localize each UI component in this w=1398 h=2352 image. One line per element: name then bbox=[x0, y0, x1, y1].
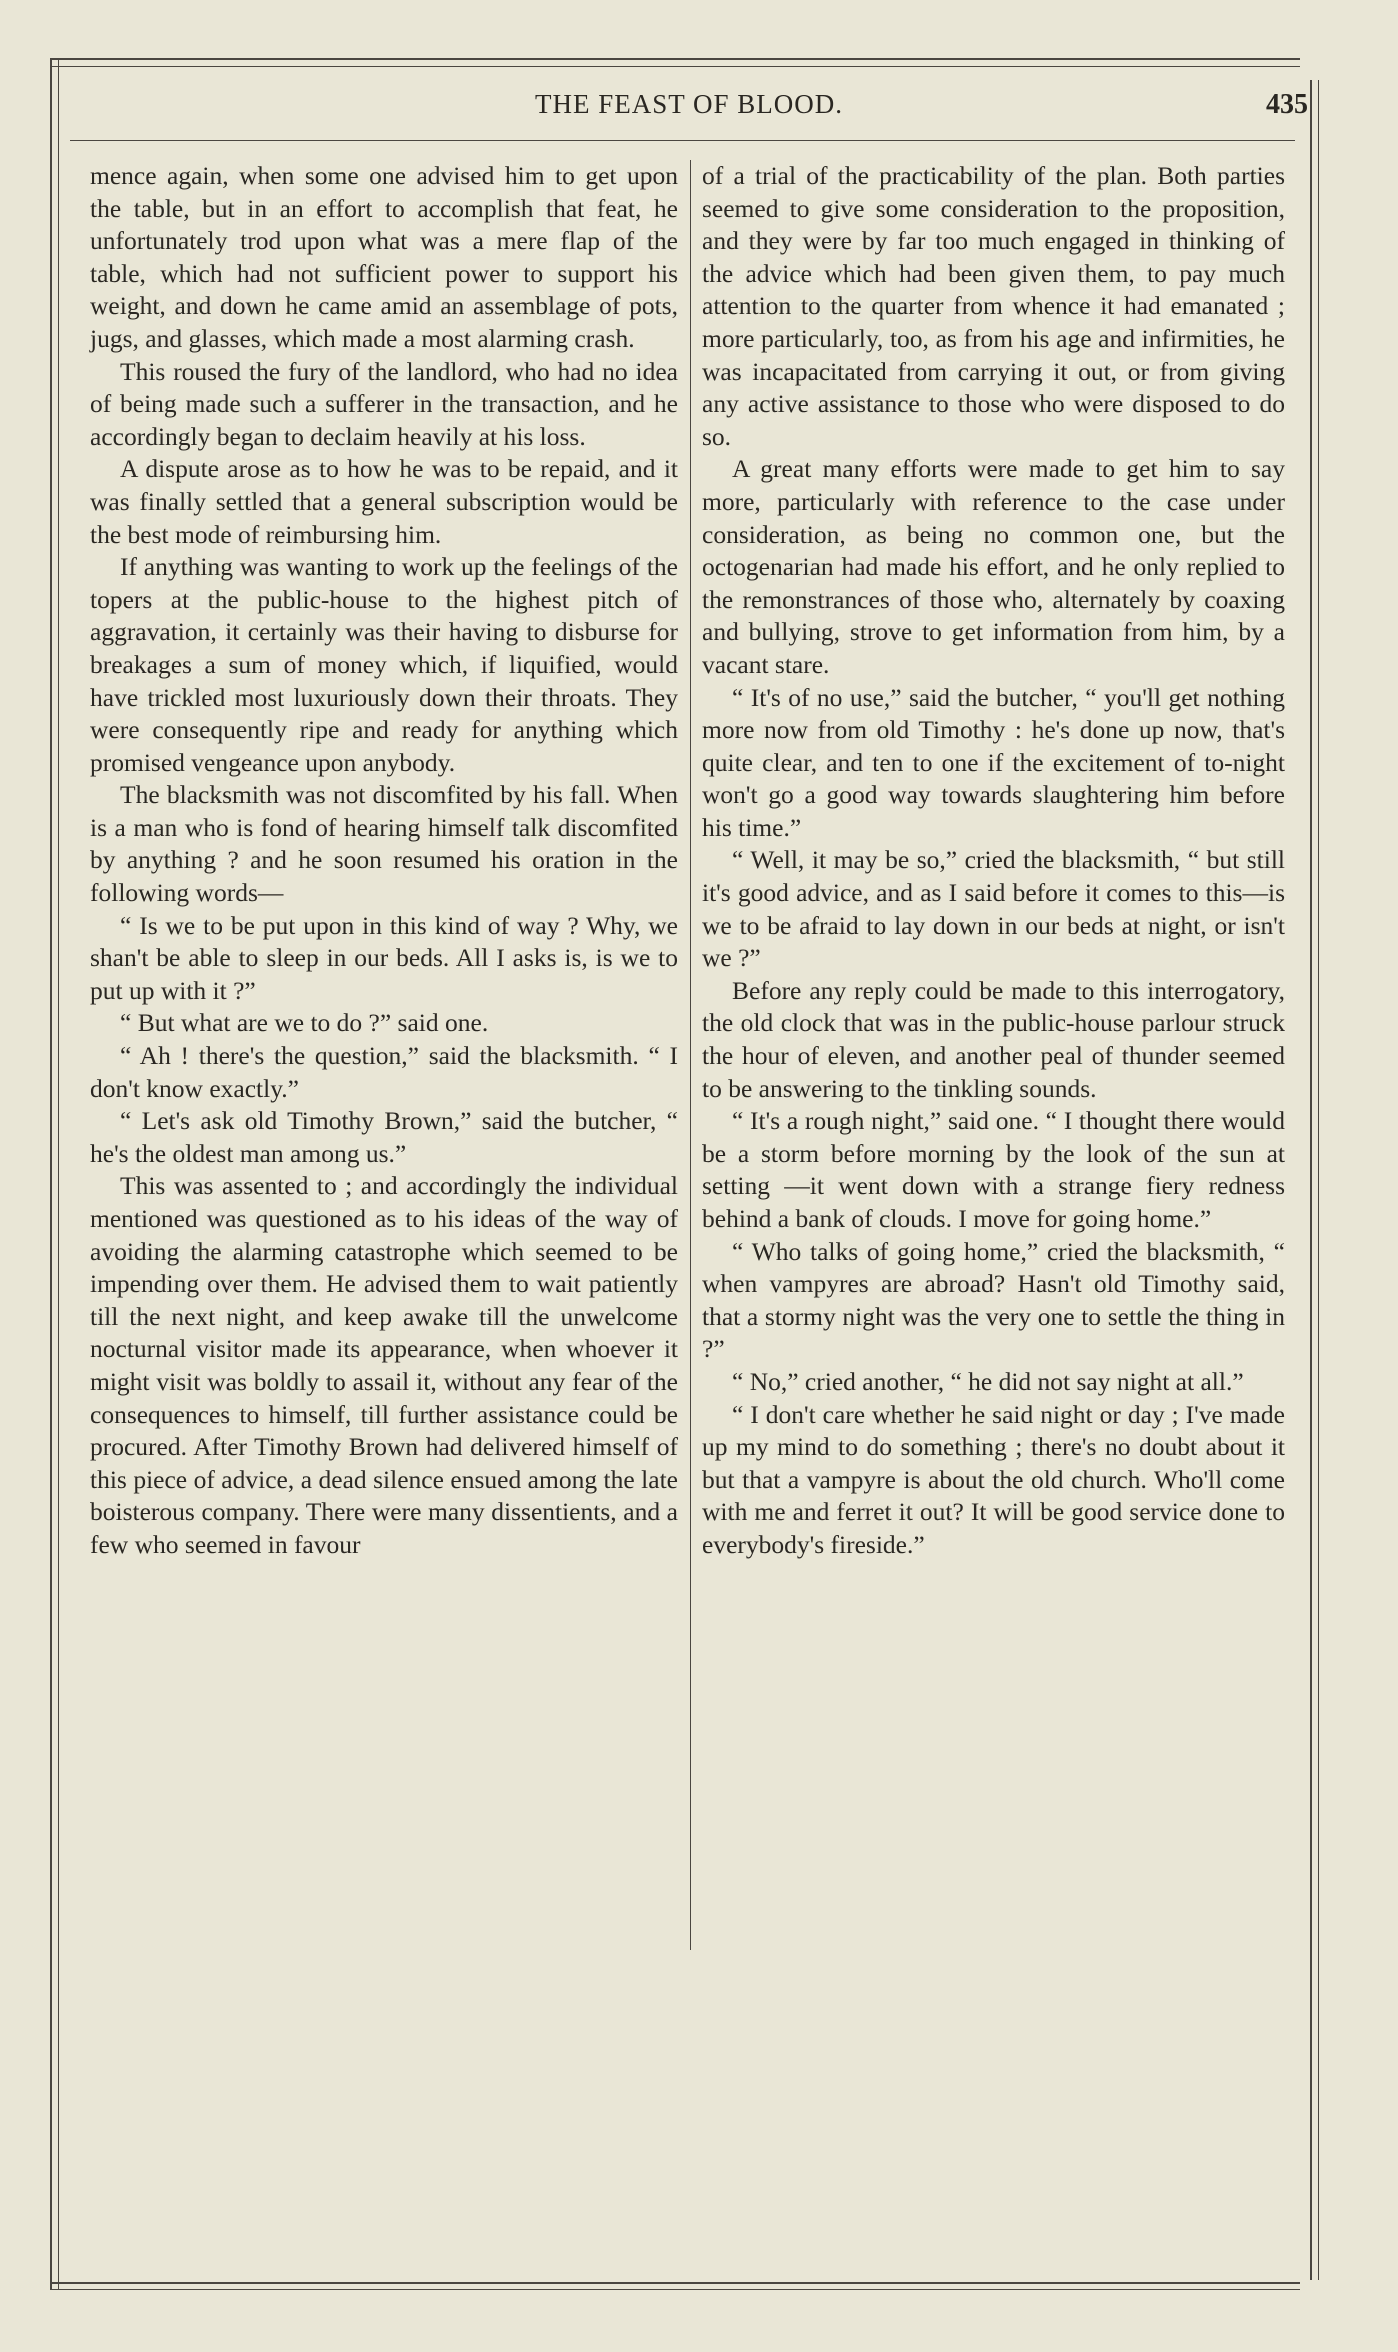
paragraph: “ Ah ! there's the question,” said the blacksmith. “ I don't know exactly.” bbox=[90, 1041, 678, 1103]
paragraph: mence again, when some one advised him to get upon the table, but in an effort to accomplish that feat, he unfortunately trod upon what was a mere flap of the table, which had not sufficient power to support his weight, and down he came amid an assemblage of pots, jugs, and glasses, which made a most alarming crash. bbox=[90, 161, 678, 353]
paragraph: If anything was wanting to work up the feelings of the topers at the public-house to the highest pitch of aggravation, it certainly was their having to disburse for breakages a sum of money which, if liquified, would have trickled most luxuriously down their throats. They were consequently ripe and ready for anything which promised vengeance upon anybody. bbox=[90, 552, 678, 777]
bottom-border-rule-inner bbox=[50, 2289, 1300, 2290]
page-number: 435 bbox=[1266, 89, 1308, 120]
paragraph: Before any reply could be made to this interrogatory, the old clock that was in the public-house parlour struck the hour of eleven, and another peal of thunder seemed to be answering to the tinkling sounds. bbox=[702, 975, 1285, 1103]
paragraph: “ Let's ask old Timothy Brown,” said the butcher, “ he's the oldest man among us.” bbox=[90, 1106, 678, 1168]
running-title: THE FEAST OF BLOOD. bbox=[534, 89, 844, 119]
paragraph: A great many efforts were made to get him to say more, particularly with reference to the case under consideration, as being no common one, but the octogenarian had made his effort, and he only replied to the remonstrances of those who, alternately by coaxing and bullying, strove to get information from him, by a vacant stare. bbox=[702, 454, 1285, 679]
paragraph: This roused the fury of the landlord, who had no idea of being made such a sufferer in the transaction, and he accordingly began to declaim heavily at his loss. bbox=[90, 356, 678, 451]
top-border-rule-inner bbox=[50, 66, 1300, 67]
paragraph: This was assented to ; and accordingly the individual mentioned was questioned as to his ideas of the way of avoiding the alarming catastrophe which seemed to be impending over them. He advised them to wait patiently till the next night, and keep awake till the unwelcome nocturnal visitor made its appearance, when whoever it might visit was boldly to assail it, without any fear of the consequences to himself, till further assistance could be procured. After Timothy Brown had delivered himself of this piece of advice, a dead silence ensued among the late boisterous company. There were many dissentients, and a few who seemed in favour bbox=[90, 1171, 678, 1559]
paragraph: A dispute arose as to how he was to be repaid, and it was finally settled that a general subscription would be the best mode of reimbursing him. bbox=[90, 454, 678, 549]
paragraph: “ Is we to be put upon in this kind of way ? Why, we shan't be able to sleep in our beds. All I asks is, is we to put up with it ?” bbox=[90, 910, 678, 1005]
paragraph: “ But what are we to do ?” said one. bbox=[120, 1008, 489, 1038]
paragraph: “ Who talks of going home,” cried the blacksmith, “ when vampyres are abroad? Hasn't old Timothy said, that a stormy night was the very one to settle the thing in ?” bbox=[702, 1236, 1285, 1364]
left-border-rule bbox=[50, 58, 52, 2290]
paragraph: “ I don't care whether he said night or day ; I've made up my mind to do something ; there's no doubt about it but that a vampyre is about the old church. Who'll come with me and ferret it out? It will be good service done to everybody's fireside.” bbox=[702, 1399, 1285, 1559]
right-border-rule-inner bbox=[1318, 80, 1319, 2280]
header-rule bbox=[70, 140, 1295, 141]
top-border-rule bbox=[50, 58, 1300, 60]
bottom-border-rule bbox=[50, 2282, 1300, 2284]
column-divider bbox=[690, 160, 691, 1950]
paragraph: “ It's a rough night,” said one. “ I thought there would be a storm before morning by the look of the sun at setting —it went down with a strange fiery redness behind a bank of clouds. I move for going home.” bbox=[702, 1106, 1285, 1233]
left-text-column bbox=[90, 160, 678, 1562]
paragraph: “ Well, it may be so,” cried the blacksmith, “ but still it's good advice, and as I said before it comes to this—is we to be afraid to lay down in our beds at night, or isn't we ?” bbox=[702, 845, 1285, 973]
paragraph: “ No,” cried another, “ he did not say night at all.” bbox=[732, 1366, 1244, 1396]
running-header bbox=[70, 85, 1308, 127]
paragraph: The blacksmith was not discomfited by his fall. When is a man who is fond of hearing himself talk discomfited by anything ? and he soon resumed his oration in the following words— bbox=[90, 780, 678, 908]
left-border-rule-inner bbox=[58, 58, 59, 2290]
paragraph: of a trial of the practicability of the plan. Both parties seemed to give some consideration to the proposition, and they were by far too much engaged in thinking of the advice which had been given them, to pay much attention to the quarter from whence it had emanated ; more particularly, too, as from his age and infirmities, he was incapacitated from carrying it out, or from giving any active assistance to those who were disposed to do so. bbox=[702, 161, 1285, 451]
paragraph: “ It's of no use,” said the butcher, “ you'll get nothing more now from old Timothy : he's done up now, that's quite clear, and ten to one if the excitement of to-night won't go a good way towards slaughtering him before his time.” bbox=[702, 682, 1285, 842]
right-text-column bbox=[702, 160, 1285, 1562]
right-border-rule bbox=[1310, 80, 1312, 2280]
